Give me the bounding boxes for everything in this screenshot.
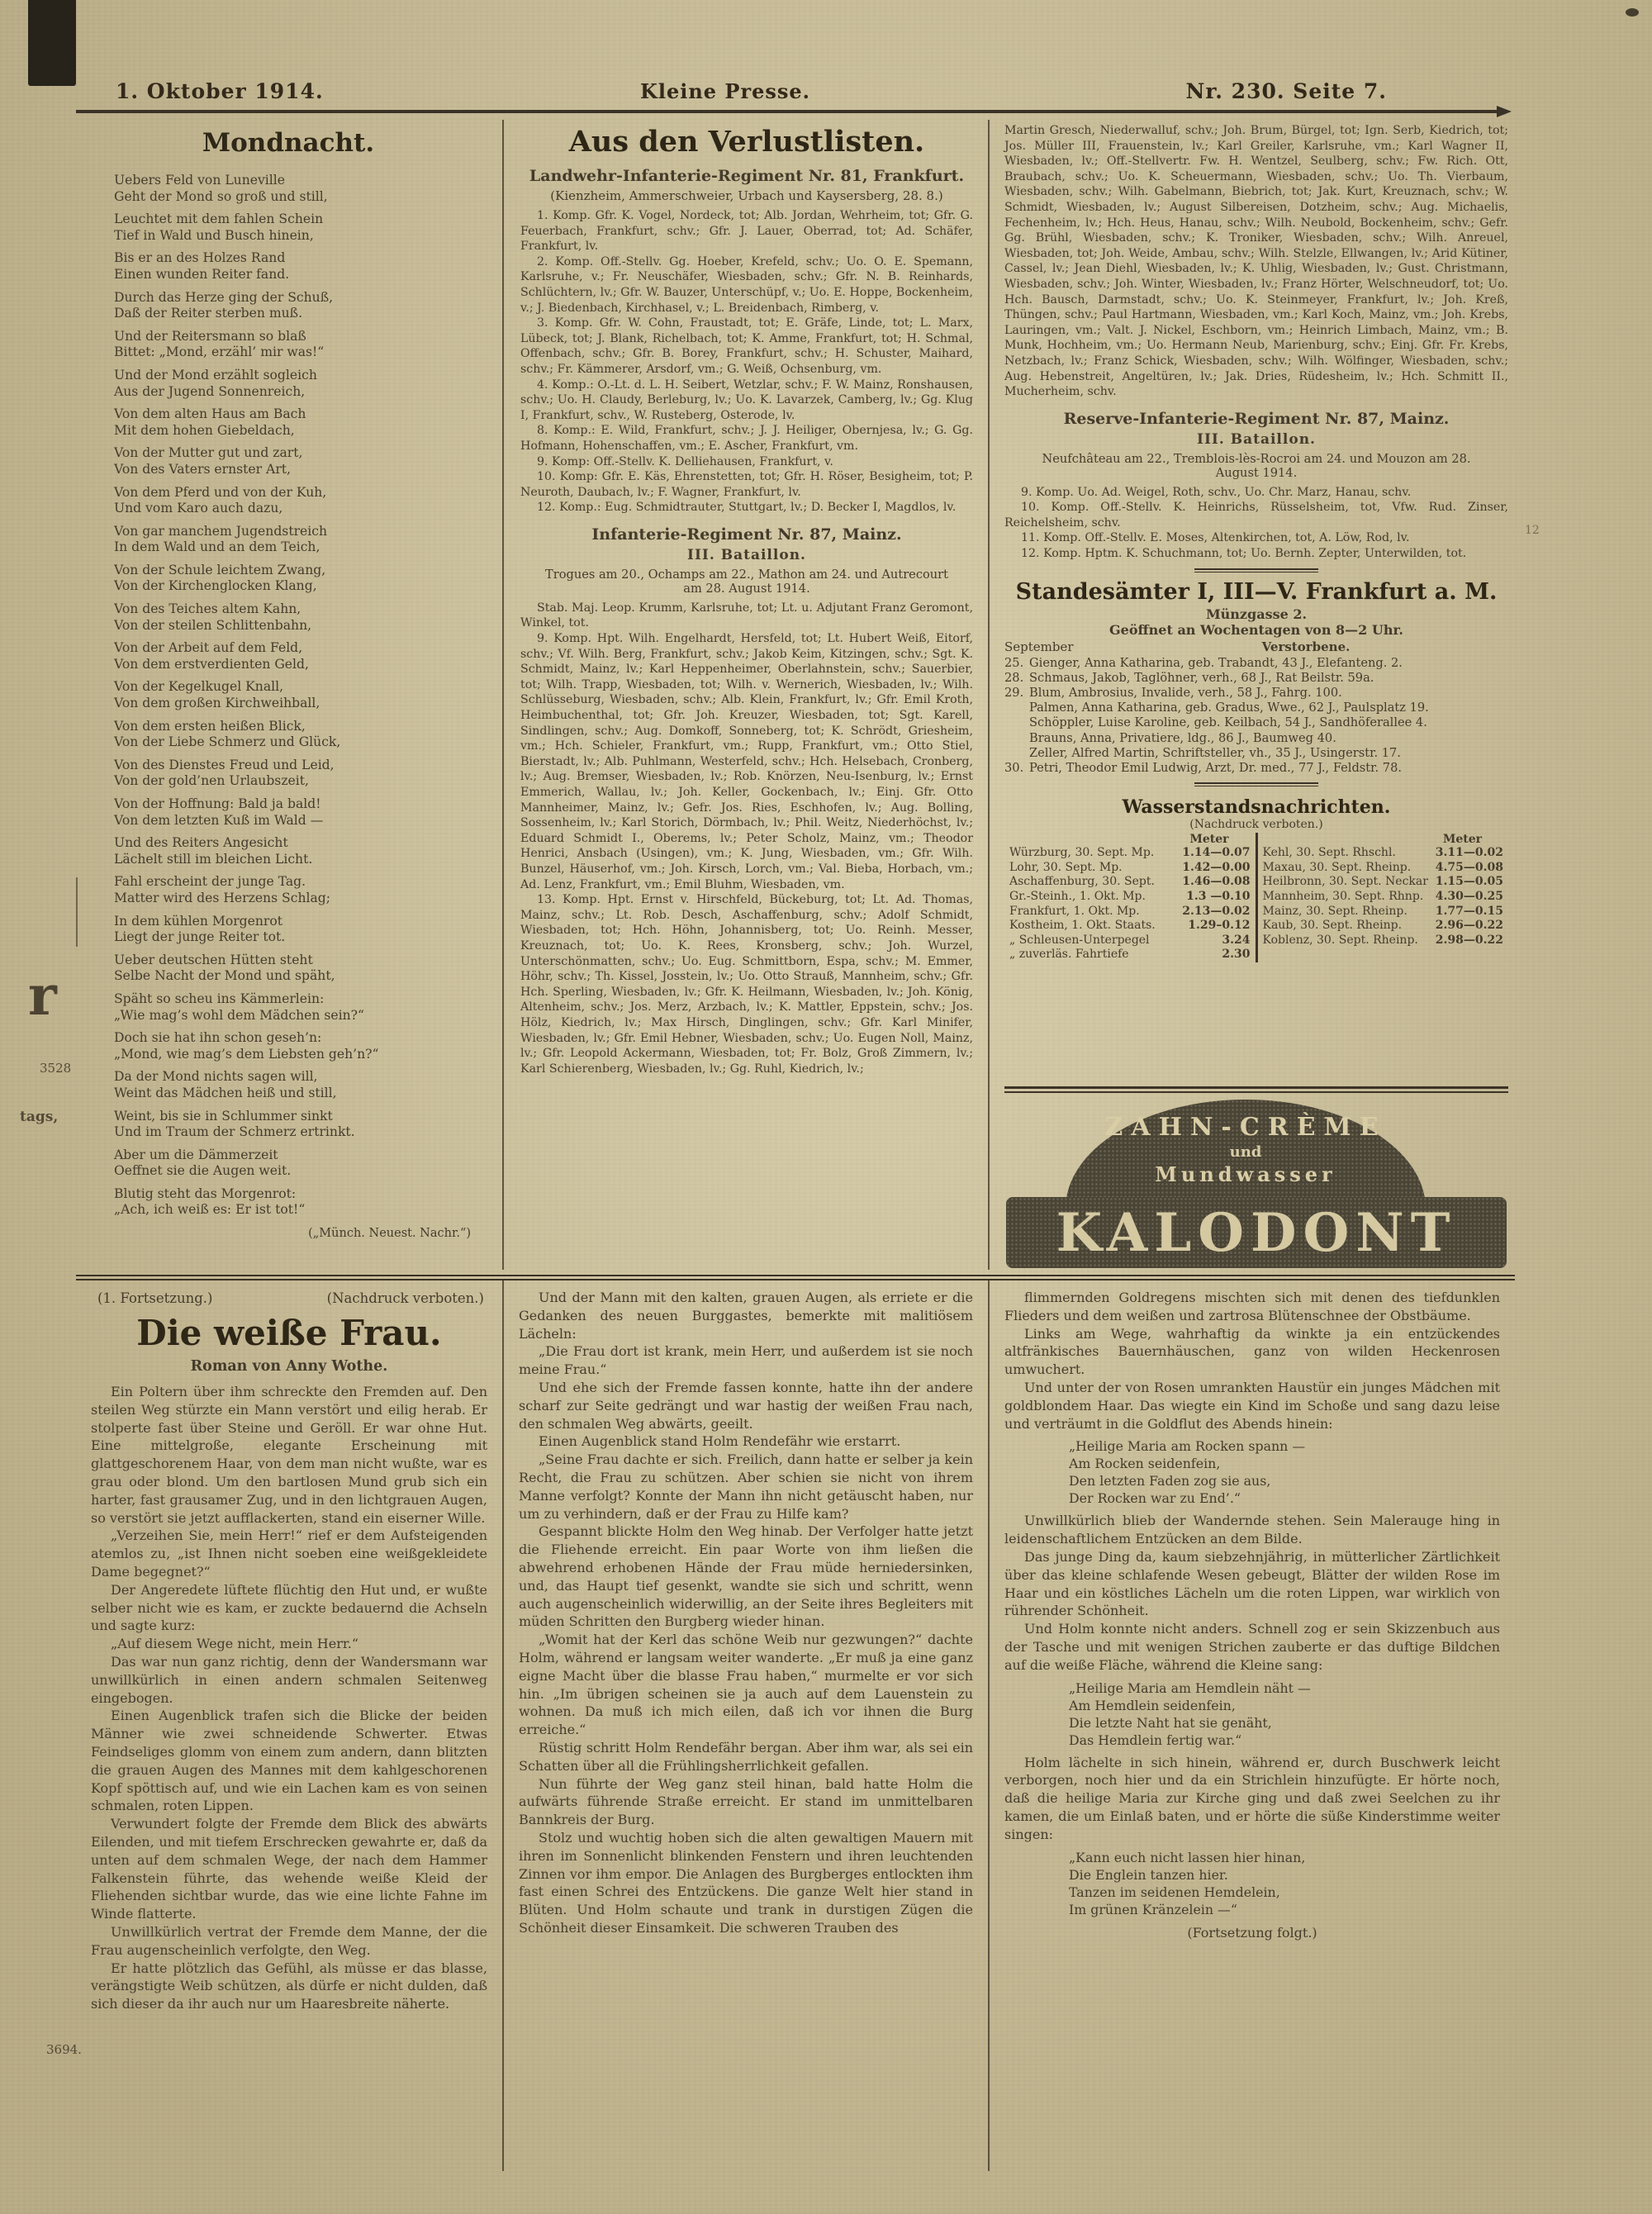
poem-stanza: [114, 914, 496, 946]
water-row: [1263, 905, 1504, 919]
poem-stanza: [114, 953, 496, 985]
ad-top-rule: [1004, 1086, 1508, 1093]
reserve-battles: Neufchâteau am 22., Tremblois-lès-Rocroi am 24. und Mouzon am 28. August 1914.: [1042, 451, 1471, 480]
feuilleton-section: [76, 1275, 1515, 2171]
ad-banner: [1006, 1197, 1507, 1268]
water-row: [1263, 861, 1504, 876]
poem-stanza: [114, 173, 496, 205]
poem-line: Einen wunden Reiter fand.: [114, 266, 290, 282]
novel-paragraph: Und ehe sich der Fremde fassen konnte, hatte ihn der andere scharf zur Seite gedrängt und war hastig der weißen Frau nach, den schmalen Weg abwärts, geeilt.: [519, 1379, 973, 1432]
poem-column: [76, 120, 504, 1270]
poem-line: Von des Dienstes Freud und Leid,: [114, 757, 335, 772]
poem-line: Von der Hoffnung: Bald ja bald!: [114, 796, 321, 811]
poem-line: „Ach, ich weiß es: Er ist tot!“: [114, 1202, 306, 1218]
poem-line: Von dem letzten Kuß im Wald —: [114, 812, 324, 828]
novel-text: [519, 1289, 973, 1937]
water-row: [1263, 890, 1504, 905]
gauge-value: 1.42—0.00: [1182, 860, 1251, 874]
gauge-station: Mannheim, 30. Sept. Rhnp.: [1262, 890, 1424, 904]
poem-line: Uebers Feld von Luneville: [114, 173, 285, 188]
reserve-regiment-heading: Reserve-Infanterie-Regiment Nr. 87, Mainz.: [1063, 409, 1450, 428]
poem-line: Von dem Pferd und von der Kuh,: [114, 484, 327, 500]
poem-stanza: [114, 679, 496, 711]
poem-line: „Wie mag’s wohl dem Mädchen sein?“: [114, 1007, 364, 1023]
margin-fragment: 3694.: [46, 2042, 82, 2057]
death-entry: [1004, 731, 1508, 746]
novel-paragraph: Holm lächelte in sich hinein, während er, durch Buschwerk leicht verborgen, noch hier und da ein Strichlein hinzufügte. Er hörte noch, daß die heilige Maria zur Kirche ging und daß zwei Seelchen zu ihr kamen, die um Einlaß baten, und er hörte die süße Kinderstimme weiter singen:: [1004, 1754, 1500, 1842]
poem-stanza: [114, 445, 496, 477]
margin-fragment: 12: [1525, 524, 1540, 537]
water-row: [1009, 875, 1251, 890]
water-row: [1263, 934, 1504, 948]
gauge-value: 1.14—0.07: [1182, 846, 1251, 860]
issue-number-page: Nr. 230. Seite 7.: [1185, 79, 1387, 103]
death-entry-text: Schöppler, Luise Karoline, geb. Keilbach, 54 J., Sandhöferallee 4.: [1029, 715, 1427, 730]
ad-connector: und: [1229, 1143, 1262, 1161]
scan-artifact-dot: [1626, 8, 1639, 17]
poem-line: Geht der Mond so groß und still,: [114, 188, 328, 204]
casualty-paragraph: 9. Komp. Hpt. Wilh. Engelhardt, Hersfeld, tot; Lt. Hubert Weiß, Eitorf, schv.; Vf. Wilh. Berg, Frankfurt, schv.; Jakob Keim, Kitzingen, schv.; Sgt. K. Schmidt, Mainz, lv.; Karl Heppenheimer, Oberlahnstein, schv.; Sauerbier, tot; Wilh. Trapp, Wiesbaden, tot; Wilh. v. Wernerich, Wiesbaden, lv.; Wilh. Schlüsseburg, Wiesbaden, schv.; Alb. Klein, Frankfurt, lv.; Gfr. Emil Kroth, Heimbuchenthal, tot; Gfr. Joh. Kreuzer, Wiesbaden, tot; Sgt. Karell, Sindlingen, schv.; Aug. Domkoff, Sonneberg, tot; K. Schrödt, Griesheim, vm.; Hch. Schieler, Frankfurt, vm.; Rupp, Frankfurt, vm.; Otto Stiel, Bierstadt, lv.; Alb. Puhlmann, Westerfeld, schv.; Hch. Helsebach, Cronberg, lv.; Aug. Bremser, Wiesbaden, lv.; Rob. Knörzen, Neu-Isenburg, lv.; Ernst Emmerich, Wallau, lv.; Joh. Keller, Gockenbach, lv.; Einj. Gfr. Otto Mannheimer, Mainz, lv.; Gefr. Jos. Ries, Eschhofen, lv.; Aug. Bolling, Sossenheim, lv.; Karl Storich, Dörmbach, lv.; Phil. Weitz, Niederhöchst, lv.; Eduard Schmidt I., Oberems, lv.; Peter Scholz, Mainz, vm.; Theodor Henrici, Ansbach (Usingen), vm.; K. Jung, Wiesbaden, vm.; Gfr. Wilh. Bunzel, Häuserhof, vm.; Joh. Kirsch, Lorch, vm.; Val. Bieba, Horbach, vm.; Ad. Lenz, Frankfurt, vm.; Emil Bluhm, Wiesbaden, vm.: [520, 632, 973, 891]
novel-paragraph: Stolz und wuchtig hoben sich die alten gewaltigen Mauern mit ihren im Sonnenlicht blinkenden Fenstern und ihren leuchtenden Zinnen vor ihm empor. Die Anlagen des Burgberges entlockten ihm fast einen Schrei des Entzückens. Die ganze Welt hier stand in Blüten. Und Holm schaute und trank in durstigen Zügen die Schönheit dieser Einsamkeit. Die schweren Trauben des: [519, 1829, 973, 1936]
casualty-paragraph: Stab. Maj. Leop. Krumm, Karlsruhe, tot; Lt. u. Adjutant Franz Geromont, Winkel, tot.: [520, 601, 973, 630]
death-entries: [1004, 656, 1508, 777]
song-line: Der Rocken war zu End’.“: [1069, 1490, 1241, 1507]
novel-title: Die weiße Frau.: [136, 1313, 442, 1353]
poem-line: Von der Arbeit auf dem Feld,: [114, 640, 303, 656]
advertisement: [1004, 1083, 1508, 1270]
poem-line: Weint, bis sie in Schlummer sinkt: [114, 1108, 333, 1124]
registry-address: Münzgasse 2.: [1205, 606, 1308, 622]
poem-line: Tief in Wald und Busch hinein,: [114, 227, 314, 243]
casualty-paragraph: 12. Komp.: Eug. Schmidtrauter, Stuttgart, lv.; D. Becker I, Magdlos, lv.: [537, 501, 957, 515]
novel-paragraph: Rüstig schritt Holm Rendefähr bergan. Aber ihm war, als sei ein Schatten über all die Frühlingsherrlichkeit gefallen.: [519, 1739, 973, 1774]
water-levels-note: (Nachdruck verboten.): [1189, 818, 1323, 832]
to-be-continued-label: (Fortsetzung folgt.): [1187, 1924, 1317, 1941]
death-entry-day: [1004, 715, 1029, 730]
novel-paragraph: Und der Mann mit den kalten, grauen Augen, als erriete er die Gedanken des neuen Burggastes, bemerkte mit malitiösem Lächeln:: [519, 1290, 973, 1342]
poem-line: Von dem ersten heißen Blick,: [114, 718, 306, 734]
gauge-station: Würzburg, 30. Sept. Mp.: [1009, 846, 1155, 860]
gauge-station: Kostheim, 1. Okt. Staats.: [1009, 919, 1156, 933]
song-line: „Heilige Maria am Rocken spann —: [1069, 1438, 1306, 1455]
gauge-station: Lohr, 30. Sept. Mp.: [1009, 860, 1123, 874]
novel-paragraph: Ein Poltern über ihm schreckte den Fremden auf. Den steilen Weg stürzte ein Mann verstört und eilig herab. Er stolperte fast über Steine und Geröll. Er war ohne Hut. Eine mittelgroße, elegante Erscheinung mit glattgeschorenem Haar, von dem man nicht wußte, war es grau oder blond. Um den bartlosen Mund grub sich ein harter, fast grausamer Zug, und in den lichtgrauen Augen, so verstört sie jetzt aufflackerten, stand ein eiserner Wille.: [91, 1384, 487, 1526]
casualty-paragraph: 9. Komp: Off.-Stellv. K. Delliehausen, Frankfurt, v.: [537, 454, 833, 468]
poem-line: Durch das Herze ging der Schuß,: [114, 289, 334, 305]
poem-stanza: [114, 563, 496, 595]
death-entry-day: [1004, 701, 1029, 715]
poem-line: In dem kühlen Morgenrot: [114, 913, 283, 929]
novel-paragraph: flimmernden Goldregens mischten sich mit denen des tiefdunklen Flieders und dem weißen und zartrosa Blütenschnee der Obstbäume.: [1004, 1290, 1500, 1323]
scan-artifact-black-bar: [28, 0, 76, 86]
novel-column-2: [504, 1280, 990, 2171]
poem-line: Aus der Jugend Sonnenreich,: [114, 383, 306, 399]
water-row: [1263, 919, 1504, 934]
water-row: [1263, 846, 1504, 861]
song-verse: [1069, 1437, 1500, 1507]
water-rows-right: [1263, 846, 1504, 948]
issue-date: 1. Oktober 1914.: [116, 79, 324, 103]
novel-paragraph: Einen Augenblick stand Holm Rendefähr wie erstarrt.: [539, 1433, 901, 1450]
casualty-paragraph: 11. Komp. Off.-Stellv. E. Moses, Altenkirchen, tot, A. Löw, Rod, lv.: [1021, 531, 1410, 545]
poem-stanza: [114, 758, 496, 790]
water-table-left: [1004, 833, 1258, 962]
poem-line: Aber um die Dämmerzeit: [114, 1147, 278, 1162]
poem-line: Von der Liebe Schmerz und Glück,: [114, 734, 341, 750]
death-entry-text: Brauns, Anna, Privatiere, ldg., 86 J., Baumweg 40.: [1029, 730, 1336, 745]
poem-line: Von dem erstverdienten Geld,: [114, 656, 309, 672]
casualty-paragraph: 4. Komp.: O.-Lt. d. L. H. Seibert, Wetzlar, schv.; F. W. Mainz, Ronshausen, schv.; Uo. H. Claudy, Berleburg, lv.; Uo. K. Lavarzek, Camberg, lv.; Gg. Klug I, Frankfurt, schv., W. Rusteberg, Osterode, lv.: [520, 378, 973, 422]
poem-line: Daß der Reiter sterben muß.: [114, 306, 303, 321]
gauge-value: 4.75—0.08: [1435, 860, 1503, 874]
novel-text: [1004, 1512, 1500, 1674]
poem-stanza: [114, 640, 496, 672]
paper-title: Kleine Presse.: [639, 79, 811, 103]
death-entry-text: Gienger, Anna Katharina, geb. Trabandt, 43 J., Elefanteng. 2.: [1029, 655, 1403, 670]
gauge-value: 2.30: [1222, 948, 1251, 962]
poem-line: Weint das Mädchen heiß und still,: [114, 1085, 337, 1100]
regiment-87-battles: Trogues am 20., Ochamps am 22., Mathon am 24. und Autrecourt am 28. August 1914.: [544, 567, 949, 596]
death-entry-text: Petri, Theodor Emil Ludwig, Arzt, Dr. med., 77 J., Feldstr. 78.: [1029, 761, 1403, 776]
death-entry: [1004, 671, 1508, 686]
novel-paragraph: Nun führte der Weg ganz steil hinan, bald hatte Holm die aufwärts führende Straße erreicht. Er stand im unmittelbaren Bannkreis der Burg.: [519, 1775, 973, 1828]
novel-paragraph: Links am Wege, wahrhaftig da winkte ja ein entzückendes altfränkisches Bauernhäuschen, ganz von wilden Heckenrosen umwuchert.: [1004, 1325, 1500, 1378]
novel-meta: [91, 1289, 487, 1306]
poem-line: Bis er an des Holzes Rand: [114, 250, 286, 266]
novel-paragraph: Unwillkürlich blieb der Wandernde stehen. Sein Malerauge hing in leidenschaftlichem Entzücken an dem Bilde.: [1004, 1513, 1500, 1547]
regiment-81-heading: Landwehr-Infanterie-Regiment Nr. 81, Frankfurt.: [529, 167, 965, 185]
gauge-value: 2.96—0.22: [1435, 919, 1503, 933]
novel-paragraph: Gespannt blickte Holm den Weg hinab. Der Verfolger hatte jetzt die Fliehende erreicht. Ein paar Worte von ihm ließen die abwehrend erhobenen Hände der Frau müde herniedersinken, und, das Haupt tief gesenkt, wandte sie sich und schritt, wenn auch augenscheinlich widerwillig, an der Seite ihres Begleiters mit müden Schritten den Burgberg wieder hinan.: [519, 1523, 973, 1630]
casualty-continuation: Martin Gresch, Niederwalluf, schv.; Joh. Brum, Bürgel, tot; Ign. Serb, Kiedrich, tot; Jos. Müller III, Frauenstein, lv.; Karl Greiler, Karlsruhe, vm.; Karl Wagner II, Wiesbaden, lv.; Off.-Stellvertr. Fw. H. Wentzel, Seulberg, schv.; Fw. Rich. Ott, Braubach, schv.; Uo. K. Scheuermann, Wiesbaden, schv.; Uo. Th. Vierbaum, Wiesbaden, schv.; Wilh. Gabelmann, Biebrich, tot; Jak. Kurt, Kreuznach, schv.; W. Schmidt, Wiesbaden, lv.; August Silbereisen, Dotzheim, schv.; Aug. Michaelis, Fechenheim, lv.; Hch. Heus, Hanau, schv.; Wilh. Neubold, Bockenheim, schv.; Gefr. Gg. Brühl, Wiesbaden, schv.; K. Troniker, Wiesbaden, schv.; Wilh. Anreuel, Wiesbaden, tot; Joh. Weide, Ambau, schv.; Wilh. Stelzle, Ellwangen, lv.; Arid Kütiner, Cassel, lv.; Jean Diehl, Wiesbaden, lv.; K. Uhlig, Wiesbaden, lv.; Gust. Christmann, Wiesbaden, schv.; Joh. Winter, Wiesbaden, lv.; Franz Hörter, Welschneudorf, tot; Uo. Hch. Bausch, Darmstadt, schv.; Uo. K. Steinmeyer, Frankfurt, lv.; Joh. Kreß, Thüngen, schv.; Paul Hartmann, Wiesbaden, vm.; Karl Koch, Mainz, vm.; Joh. Krebs, Lauringen, vm.; Valt. J. Nickel, Eschborn, vm.; Heinrich Limbach, Mainz, vm.; B. Munk, Hochheim, vm.; Uo. Hermann Neub, Marienburg, schv.; Einj. Gfr. Fr. Krebs, Netzbach, lv.; Franz Schick, Wiesbaden, schv.; Wilh. Wölfinger, Wiesbaden, schv.; Aug. Hebenstreit, Angeltüren, lv.; Jak. Dries, Rüdesheim, lv.; Hch. Schmitt II., Mucherheim, schv.: [1004, 124, 1508, 399]
song-line: Das Hemdlein fertig war.“: [1069, 1732, 1242, 1748]
novel-text: [91, 1383, 487, 2013]
song-line: Tanzen im seidenen Hemdelein,: [1069, 1884, 1280, 1900]
death-entry-text: Schmaus, Jakob, Taglöhner, verh., 68 J., Rat Beilstr. 59a.: [1029, 670, 1374, 685]
regiment-87-list: [520, 601, 973, 1076]
death-entry-day: 29.: [1004, 686, 1024, 701]
registry-hours: Geöffnet an Wochentagen von 8—2 Uhr.: [1109, 621, 1403, 638]
poem-stanza: [114, 1069, 496, 1101]
casualty-paragraph: 9. Komp. Uo. Ad. Weigel, Roth, schv., Uo. Chr. Marz, Hanau, schv.: [1021, 485, 1412, 499]
poem-line: Fahl erscheint der junge Tag.: [114, 874, 306, 890]
gauge-value: 1.46—0.08: [1182, 875, 1251, 889]
novel-paragraph: Und Holm konnte nicht anders. Schnell zog er sein Skizzenbuch aus der Tasche und mit wenigen Strichen zauberte er das duftige Bildchen auf die weiße Fläche, während die Kleine sang:: [1004, 1621, 1500, 1673]
novel-byline: Roman von Anny Wothe.: [190, 1358, 388, 1375]
novel-column-3: [990, 1280, 1515, 2171]
margin-fragment: r: [28, 963, 57, 1028]
casualty-paragraph: 12. Komp. Hptm. K. Schuchmann, tot; Uo. Bernh. Zepter, Unterwilden, tot.: [1021, 547, 1467, 561]
song-line: „Heilige Maria am Hemdlein näht —: [1069, 1680, 1311, 1696]
casualty-paragraph: 10. Komp. Off.-Stellv. K. Heinrichs, Rüsselsheim, tot, Vfw. Rud. Zinser, Reichelsheim, schv.: [1004, 501, 1508, 530]
gauge-station: „ zuverläs. Fahrtiefe: [1009, 948, 1129, 962]
song-line: Die letzte Naht hat sie genäht,: [1069, 1714, 1272, 1731]
poem-stanza: [114, 290, 496, 322]
water-row: [1009, 905, 1251, 919]
casualty-paragraph: 1. Komp. Gfr. K. Vogel, Nordeck, tot; Alb. Jordan, Wehrheim, tot; Gfr. G. Feuerbach, Frankfurt, schv.; Gfr. J. Lauer, Oberrad, tot; Ad. Schäfer, Frankfurt, lv.: [520, 209, 973, 254]
poem-stanza: [114, 991, 496, 1024]
water-row: [1009, 890, 1251, 905]
novel-paragraph: Das war nun ganz richtig, denn der Wandersmann war unwillkürlich in einen andern schmalen Seitenweg eingebogen.: [91, 1653, 487, 1706]
section-divider: [1194, 568, 1318, 573]
regiment-81-list: [520, 208, 973, 515]
water-levels-table: [1004, 833, 1508, 962]
header-rule: [76, 110, 1507, 113]
death-entry-day: [1004, 746, 1029, 761]
margin-fragment: 3528: [40, 1061, 72, 1076]
poem-stanza: [114, 1109, 496, 1141]
gauge-station: Maxau, 30. Sept. Rheinp.: [1262, 860, 1412, 874]
poem-line: Da der Mond nichts sagen will,: [114, 1069, 318, 1085]
water-levels-title: Wasserstandsnachrichten.: [1122, 796, 1391, 819]
masthead: [76, 0, 1515, 110]
death-entry: [1004, 761, 1508, 776]
novel-text: [1004, 1754, 1500, 1844]
poem-stanza: [114, 211, 496, 244]
poem-stanza: [114, 485, 496, 517]
poem-line: Von dem großen Kirchweihball,: [114, 696, 320, 711]
death-entry-day: 30.: [1004, 761, 1024, 776]
gauge-value: 2.13—0.02: [1182, 904, 1251, 918]
gauge-value: 1.3 —0.10: [1186, 890, 1251, 904]
regiment-87-battalion: III. Bataillon.: [687, 546, 806, 563]
gauge-station: „ Schleusen-Unterpegel: [1009, 933, 1150, 947]
casualty-column: [504, 120, 990, 1270]
poem-stanzas: [114, 173, 496, 1219]
ad-product-line: ZAHN-CRÈME: [1104, 1113, 1387, 1142]
regiment-81-battles: (Kienzheim, Ammerschweier, Urbach und Kaysersberg, 28. 8.): [550, 188, 943, 203]
death-entry: [1004, 746, 1508, 761]
poem-line: Von der steilen Schlittenbahn,: [114, 617, 312, 633]
death-entry-day: 28.: [1004, 670, 1024, 685]
right-column: [990, 120, 1515, 1270]
poem-line: Von der Kegelkugel Knall,: [114, 679, 284, 695]
gauge-station: Heilbronn, 30. Sept. Neckar: [1262, 875, 1428, 889]
novel-column-1: [76, 1280, 504, 2171]
novel-paragraph: „Verzeihen Sie, mein Herr!“ rief er dem Aufsteigenden atemlos zu, „ist Ihnen nicht soeben eine weißgekleidete Dame begegnet?“: [91, 1527, 487, 1580]
poem-line: Und vom Karo auch dazu,: [114, 501, 283, 516]
poem-title: Mondnacht.: [202, 128, 375, 158]
regiment-87-heading: Infanterie-Regiment Nr. 87, Mainz.: [591, 525, 902, 544]
poem-stanza: [114, 601, 496, 634]
poem-line: Oeffnet sie die Augen weit.: [114, 1163, 292, 1179]
gauge-station: Koblenz, 30. Sept. Rheinp.: [1262, 933, 1418, 947]
casualty-title: Aus den Verlustlisten.: [568, 125, 925, 159]
water-row: [1009, 861, 1251, 876]
poem-line: Und im Traum der Schmerz ertrinkt.: [114, 1124, 355, 1140]
poem-line: In dem Wald und an dem Teich,: [114, 539, 320, 555]
poem-stanza: [114, 329, 496, 361]
poem-stanza: [114, 406, 496, 439]
gauge-value: 4.30—0.25: [1435, 890, 1503, 904]
death-entry-day: 25.: [1004, 655, 1024, 670]
unit-label: Meter: [1189, 833, 1229, 847]
death-entry: [1004, 656, 1508, 671]
unit-label: Meter: [1442, 833, 1482, 847]
song-verse: [1069, 1849, 1500, 1918]
reserve-battalion: III. Bataillon.: [1197, 430, 1316, 448]
death-entry-text: Blum, Ambrosius, Invalide, verh., 58 J., Fahrg. 100.: [1029, 686, 1342, 701]
poem-line: Leuchtet mit dem fahlen Schein: [114, 211, 324, 227]
gauge-station: Kaub, 30. Sept. Rheinp.: [1262, 919, 1403, 933]
water-row: [1263, 875, 1504, 890]
poem-source: („Münch. Neuest. Nachr.“): [308, 1227, 471, 1241]
casualty-paragraph: 10. Komp: Gfr. E. Käs, Ehrenstetten, tot; Gfr. H. Röser, Besigheim, tot; P. Neuroth, Daubach, lv.; F. Wagner, Frankfurt, lv.: [520, 470, 973, 499]
song-line: Am Hemdlein seidenfein,: [1069, 1697, 1236, 1713]
gauge-value: 3.24: [1222, 933, 1251, 947]
poem-line: Und der Reitersmann so blaß: [114, 328, 306, 344]
deaths-label: Verstorbene.: [1261, 639, 1351, 654]
novel-paragraph: Verwundert folgte der Fremde dem Blick des abwärts Eilenden, und mit tiefem Erschrecken gewahrte er, daß da unten auf dem schmalen Wege, der nach dem Hammer Falkenstein führte, das wehende weiße Kleid der Fliehenden sichtbar wurde, das wie eine lichte Fahne im Winde flatterte.: [91, 1816, 487, 1922]
death-entry-text: Zeller, Alfred Martin, Schriftsteller, vh., 35 J., Usingerstr. 17.: [1029, 745, 1401, 760]
death-entry: [1004, 701, 1508, 715]
poem-stanza: [114, 1030, 496, 1062]
poem-line: Selbe Nacht der Mond und späht,: [114, 968, 335, 984]
poem-line: Lächelt still im bleichen Licht.: [114, 851, 313, 867]
novel-paragraph: „Die Frau dort ist krank, mein Herr, und außerdem ist sie noch meine Frau.“: [519, 1343, 973, 1378]
registry-month: September: [1004, 639, 1074, 654]
poem-line: Bittet: „Mond, erzähl’ mir was!“: [114, 344, 325, 360]
poem-stanza: [114, 874, 496, 906]
poem-stanza: [114, 250, 496, 283]
poem-line: Von der gold’nen Urlaubszeit,: [114, 773, 309, 789]
death-entry: [1004, 715, 1508, 730]
water-row: [1009, 919, 1251, 934]
gauge-station: Gr.-Steinh., 1. Okt. Mp.: [1009, 890, 1146, 904]
poem-line: Von gar manchem Jugendstreich: [114, 523, 328, 539]
ad-brand-name: KALODONT: [1056, 1201, 1457, 1264]
poem-line: Von des Vaters ernster Art,: [114, 461, 291, 477]
gauge-value: 1.77—0.15: [1435, 904, 1503, 918]
casualty-paragraph: 13. Komp. Hpt. Ernst v. Hirschfeld, Bückeburg, tot; Lt. Ad. Thomas, Mainz, schv.; Lt. Rob. Desch, Aschaffenburg, schv.; Adolf Schmidt, Wiesbaden, tot; Hch. Höhn, Johannisberg, tot; Uo. Reinh. Messer, Kreuznach, tot; Uo. K. Rees, Kronsberg, schv.; Joh. Wurzel, Unterschönmatten, schv.; Uo. Eug. Schmittborn, Espa, schv.; M. Emmer, Höhr, schv.; Th. Kissel, Josstein, lv.; Uo. Otto Strauß, Mannheim, schv.; Gfr. Hch. Sperling, Wiesbaden, lv.; Gfr. K. Heilmann, Wiesbaden, lv.; Joh. König, Altenheim, schv.; Jos. Merz, Arzbach, lv.; K. Mattler, Eppstein, schv.; Jos. Hölz, Kiedrich, lv.; Max Hirsch, Dinglingen, schv.; Gfr. Karl Minifer, Wiesbaden, lv.; Gfr. Emil Hebner, Wiesbaden, schv.; Uo. Eugen Noll, Mainz, lv.; Gfr. Leopold Ackermann, Wiesbaden, tot; Fr. Bolz, Groß Zimmern, lv.; Karl Schierenberg, Wiesbaden, lv.; Gg. Ruhl, Kiedrich, lv.;: [520, 893, 973, 1076]
poem-line: Von der Schule leichtem Zwang,: [114, 562, 326, 577]
death-entry-text: Palmen, Anna Katharina, geb. Gradus, Wwe., 62 J., Paulsplatz 19.: [1029, 701, 1429, 715]
poem-line: Von der Kirchenglocken Klang,: [114, 578, 317, 594]
reprint-forbidden-label: (Nachdruck verboten.): [326, 1290, 484, 1306]
poem-stanza: [114, 796, 496, 829]
registry-subhead: [1004, 639, 1508, 654]
song-verse: [1069, 1680, 1500, 1749]
poem-stanza: [114, 1147, 496, 1180]
water-row: [1009, 948, 1251, 962]
registry-title: Standesämter I, III—V. Frankfurt a. M.: [1015, 578, 1498, 605]
poem-stanza: [114, 835, 496, 867]
gauge-station: Aschaffenburg, 30. Sept.: [1009, 875, 1155, 889]
ad-arch: [1066, 1100, 1426, 1209]
song-line: Im grünen Kränzelein —“: [1069, 1901, 1237, 1917]
song-line: Den letzten Faden zog sie aus,: [1069, 1473, 1271, 1489]
novel-paragraph: Er hatte plötzlich das Gefühl, als müsse er das blasse, verängstigte Weib schützen, als dürfe er nicht dulden, daß sich dieser da ihr auch nur um Haaresbreite näherte.: [91, 1960, 487, 2012]
water-table-right: [1258, 833, 1509, 962]
poem-line: „Mond, wie mag’s dem Liebsten geh’n?“: [114, 1046, 379, 1062]
novel-paragraph: Und unter der von Rosen umrankten Haustür ein junges Mädchen mit goldblondem Haar. Das wiegte ein Kind im Schoße und sang dazu leise und verträumt in die Goldflut des Abends hinein:: [1004, 1379, 1500, 1432]
novel-paragraph: Das junge Ding da, kaum siebzehnjährig, in mütterlicher Zärtlichkeit über das kleine schlafende Wesen gebeugt, Blätter der wilden Rose im Haar und ein köstliches Lächeln um die roten Lippen, war wirklich von rührender Schönheit.: [1004, 1548, 1500, 1619]
kalodont-ad: [1006, 1100, 1507, 1270]
gauge-value: 1.29–0.12: [1188, 919, 1251, 933]
continuation-label: (1. Fortsetzung.): [97, 1290, 213, 1306]
casualty-paragraph: 8. Komp.: E. Wild, Frankfurt, schv.; J. J. Heiliger, Obernjesa, lv.; G. Gg. Hofmann, Hohenschaffen, vm.; E. Ascher, Frankfurt, vm.: [520, 424, 973, 453]
ad-product-line: Mundwasser: [1155, 1162, 1336, 1186]
water-row: [1009, 934, 1251, 948]
poem-stanza: [114, 1186, 496, 1219]
margin-fragment: tags,: [20, 1109, 59, 1125]
novel-paragraph: „Seine Frau dachte er sich. Freilich, dann hatte er selber ja kein Recht, die Frau zu schützen. Aber schien sie nicht von ihrem Manne verfolgt? Konnte der Mann ihn nicht getäuscht haben, nur um zu verhindern, daß er der Frau zu Hilfe kam?: [519, 1451, 973, 1522]
casualty-paragraph: 3. Komp. Gfr. W. Cohn, Fraustadt, tot; E. Gräfe, Linde, tot; L. Marx, Lübeck, tot; J. Blank, Richelbach, tot; K. Amme, Frankfurt, tot; H. Schmal, Offenbach, schv.; Gfr. B. Borey, Frankfurt, schv.; H. Schuster, Maihard, schv.; Fr. Kämmerer, Arsdorf, vm.; G. Weiß, Ochsenburg, vm.: [520, 316, 973, 376]
poem-stanza: [114, 719, 496, 751]
top-section: [76, 120, 1515, 1270]
poem-line: Späht so scheu ins Kämmerlein:: [114, 991, 325, 1006]
song-line: Die Englein tanzen hier.: [1069, 1866, 1228, 1883]
poem-line: Und der Mond erzählt sogleich: [114, 367, 317, 382]
novel-paragraph: „Womit hat der Kerl das schöne Weib nur gezwungen?“ dachte Holm, während er langsam weiter wanderte. „Er muß ja eine ganz eigne Macht über die blasse Frau haben,“ murmelte er vor sich hin. „Im übrigen scheinen sie ja auch auf dem Lauenstein zu wohnen. Da muß ich mich eilen, daß ich vor ihnen die Burg erreiche.“: [519, 1632, 973, 1738]
poem-line: Von des Teiches altem Kahn,: [114, 601, 301, 617]
poem-stanza: [114, 368, 496, 400]
gauge-value: 2.98—0.22: [1435, 933, 1503, 947]
casualty-paragraph: 2. Komp. Off.-Stellv. Gg. Hoeber, Krefeld, schv.; Uo. O. E. Spemann, Karlsruhe, v.; Fr. Neuschäfer, Wiesbaden, schv.; Gfr. N. B. Reinhards, Schlüchtern, lv.; Gfr. W. Bauzer, Unterschüpf, v.; Uo. E. Hoppe, Bockenheim, v.; J. Biedenbach, Kirchhasel, v.; L. Breidenbach, Rimberg, v.: [520, 254, 974, 315]
water-row: [1009, 846, 1251, 861]
page-content: [76, 0, 1515, 2171]
section-divider: [1194, 782, 1318, 786]
novel-paragraph: „Auf diesem Wege nicht, mein Herr.“: [111, 1636, 358, 1652]
poem-line: Ueber deutschen Hütten steht: [114, 952, 313, 967]
novel-paragraph: Unwillkürlich vertrat der Fremde dem Manne, der die Frau augenscheinlich verfolgte, den Weg.: [91, 1923, 487, 1958]
poem-line: Von dem alten Haus am Bach: [114, 406, 306, 422]
gauge-station: Frankfurt, 1. Okt. Mp.: [1009, 904, 1140, 918]
poem-line: Matter wird des Herzens Schlag;: [114, 890, 331, 905]
poem-line: Von der Mutter gut und zart,: [114, 445, 303, 461]
water-rows-left: [1009, 846, 1251, 962]
gauge-value: 1.15—0.05: [1435, 875, 1503, 889]
poem-line: Blutig steht das Morgenrot:: [114, 1185, 297, 1201]
song-line: „Kann euch nicht lassen hier hinan,: [1069, 1849, 1306, 1865]
poem-line: Mit dem hohen Giebeldach,: [114, 422, 295, 438]
gauge-station: Mainz, 30. Sept. Rheinp.: [1262, 904, 1408, 918]
novel-text: [1004, 1289, 1500, 1432]
poem-line: Liegt der junge Reiter tot.: [114, 929, 286, 945]
death-entry: [1004, 686, 1508, 701]
novel-paragraph: Der Angeredete lüftete flüchtig den Hut und, er wußte selber nicht wie es kam, er zuckte bedauernd die Achseln und sagte kurz:: [91, 1581, 487, 1634]
song-line: Am Rocken seidenfein,: [1069, 1456, 1221, 1472]
gauge-station: Kehl, 30. Sept. Rhschl.: [1262, 846, 1396, 860]
poem-stanza: [114, 524, 496, 556]
poem-line: Und des Reiters Angesicht: [114, 835, 288, 851]
reserve-list: [1004, 485, 1508, 562]
novel-paragraph: Einen Augenblick trafen sich die Blicke der beiden Männer wie zwei schneidende Schwerter. Etwas Feindseliges glomm von einem zum andern, dann blitzten die grauen Augen des Mannes mit dem kahlgeschorenen Kopf spöttisch auf, und wie ein Lachen kam es von seinen schmalen, roten Lippen.: [91, 1708, 487, 1814]
death-entry-day: [1004, 731, 1029, 746]
poem-line: Doch sie hat ihn schon geseh’n:: [114, 1030, 322, 1046]
gauge-value: 3.11—0.02: [1435, 846, 1503, 860]
